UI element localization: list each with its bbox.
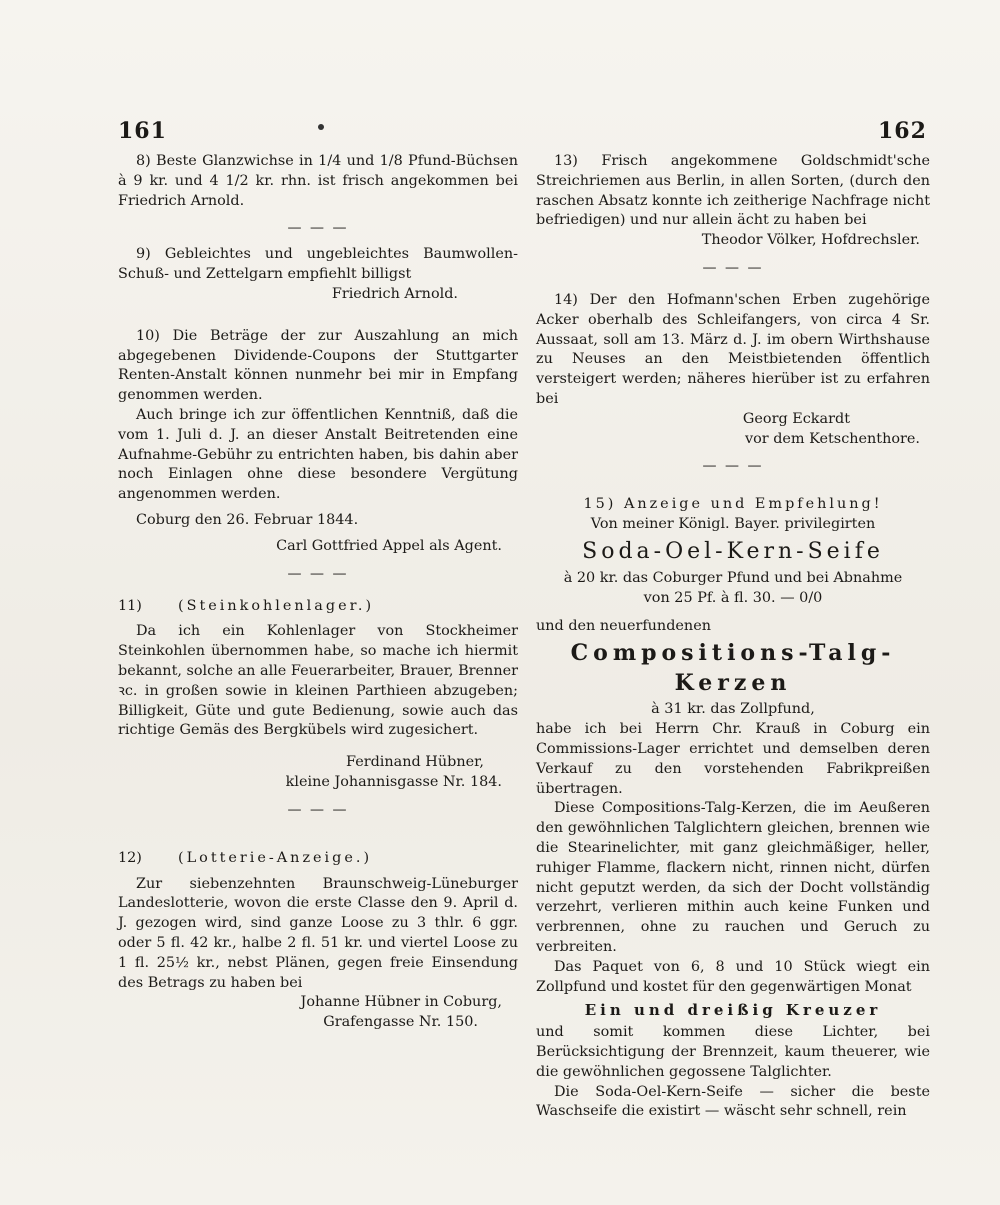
notice-15-subheading: Von meiner Königl. Bayer. privilegirten	[590, 516, 876, 533]
notice-12-signature-name: Johanne Hübner in Coburg,	[300, 994, 502, 1011]
notice-15-price-1b: von 25 Pf. à fl. 30. — 0/0	[643, 589, 823, 606]
notice-13-text: 13) Frisch angekommene Goldschmidt'sche Streichriemen aus Berlin, in allen Sorten, (durch den raschen Absatz konnte ich zeitherige Nachfrage nicht befriedigen) und nur allein ächt zu haben bei	[536, 153, 930, 229]
notice-15-text-2: Diese Compositions-Talg-Kerzen, die im Aeußeren den gewöhnlichen Talglichtern gleichen, brennen wie die Stearinelichter, mit ganz gleichmäßiger, heller, ruhiger Flamme, flackern nicht, rinnen nicht, dürfen nicht geputzt werden, da sich der Docht vollständig verzehrt, verlieren mithin auch keine Funken und verbrennen, ohne zu rauchen und Geruch zu verbreiten.	[536, 800, 930, 955]
notice-15-text-1: habe ich bei Herrn Chr. Krauß in Coburg ein Commissions-Lager errichtet und demselben deren Verkauf zu den vorstehenden Fabrikpreißen übertragen.	[536, 721, 930, 797]
notice-8-text: 8) Beste Glanzwichse in 1/4 und 1/8 Pfund-Büchsen à 9 kr. und 4 1/2 kr. rhn. ist frisch angekommen bei Friedrich Arnold.	[118, 153, 518, 209]
notice-11-signature-address: kleine Johannisgasse Nr. 184.	[285, 773, 502, 790]
notice-14-signature-name: Georg Eckardt	[742, 410, 850, 427]
notice-15-heading: 15) Anzeige und Empfehlung!	[583, 496, 883, 513]
notice-15-price-2: à 31 kr. das Zollpfund,	[651, 701, 815, 718]
ink-dot	[318, 124, 324, 130]
separator: — — —	[287, 565, 349, 582]
right-column	[536, 152, 930, 1122]
notice-11-heading	[118, 597, 518, 617]
notice-13-signature: Theodor Völker, Hofdrechsler.	[701, 232, 920, 249]
notice-15-product-candles: Compositions-Talg-Kerzen	[570, 640, 896, 697]
separator: — — —	[287, 220, 349, 237]
notice-11-title: (Steinkohlenlager.)	[178, 597, 375, 614]
notice-15-product-soap: Soda-Oel-Kern-Seife	[582, 538, 884, 564]
notice-11-text: Da ich ein Kohlenlager von Stockheimer Steinkohlen übernommen habe, so mache ich hiermit bekannt, solche an alle Feuerarbeiter, Brauer, Brenner ꝛc. in großen sowie in kleinen Parthieen abzugeben; Billigkeit, Güte und gute Bedienung, sowie auch das richtige Gemäs des Bergkübels wird zugesichert.	[118, 623, 518, 739]
notice-11-signature-name: Ferdinand Hübner,	[346, 754, 484, 771]
notice-9-text: 9) Gebleichtes und ungebleichtes Baumwollen-Schuß- und Zettelgarn empfiehlt billigst	[118, 246, 518, 283]
notice-12-signature-address: Grafengasse Nr. 150.	[323, 1014, 478, 1031]
notice-15-connector: und den neuerfundenen	[536, 617, 711, 634]
separator: — — —	[702, 458, 764, 475]
notice-15-text-4: und somit kommen diese Lichter, bei Berücksichtigung der Brennzeit, kaum theuerer, wie die gewöhnlichen gegossene Talglichter.	[536, 1024, 930, 1080]
notice-10-date: Coburg den 26. Februar 1844.	[136, 511, 359, 528]
notice-15-text-3: Das Paquet von 6, 8 und 10 Stück wiegt ein Zollpfund und kostet für den gegenwärtigen Monat	[536, 958, 930, 995]
notice-9-signature: Friedrich Arnold.	[331, 285, 458, 302]
notice-14-text: 14) Der den Hofmann'schen Erben zugehörige Acker oberhalb des Schleifangers, von circa 4 Sr. Aussaat, soll am 13. März d. J. im obern Wirthshause zu Neuses an den Meistbietenden öffentlich versteigert werden; näheres hierüber ist zu erfahren bei	[536, 291, 930, 407]
notice-12-title: (Lotterie-Anzeige.)	[178, 849, 373, 866]
notice-14-signature-address: vor dem Ketschenthore.	[744, 430, 920, 447]
page-number-right: 162	[878, 118, 927, 144]
notice-12-text: Zur siebenzehnten Braunschweig-Lüneburger Landeslotterie, wovon die erste Classe den 9. April d. J. gezogen wird, sind ganze Loose zu 3 thlr. 6 ggr. oder 5 fl. 42 kr., halbe 2 fl. 51 kr. und viertel Loose zu 1 fl. 25½ kr., nebst Plänen, gegen freie Einsendung des Betrags zu haben bei	[118, 875, 518, 991]
page-number-left: 161	[118, 118, 167, 144]
notice-15-price-1: à 20 kr. das Coburger Pfund und bei Abnahme	[563, 569, 903, 586]
notice-12-number: 12)	[118, 849, 142, 866]
notice-11-number: 11)	[118, 597, 142, 614]
left-column	[118, 152, 518, 1033]
notice-15-price-words: Ein und dreißig Kreuzer	[584, 1001, 882, 1020]
notice-10-text-2: Auch bringe ich zur öffentlichen Kenntniß, daß die vom 1. Juli d. J. an dieser Anstalt Beitretenden eine Aufnahme-Gebühr zu entrichten haben, bis dahin aber noch Einlagen ohne diese besondere Vergütung angenommen werden.	[118, 406, 518, 503]
notice-12-heading	[118, 849, 518, 869]
notice-10-signature: Carl Gottfried Appel als Agent.	[276, 537, 502, 554]
separator: — — —	[702, 259, 764, 276]
notice-15-text-5: Die Soda-Oel-Kern-Seife — sicher die beste Waschseife die existirt — wäscht sehr schnell, rein	[536, 1083, 930, 1120]
notice-10-text: 10) Die Beträge der zur Auszahlung an mich abgegebenen Dividende-Coupons der Stuttgarter Renten-Anstalt können nunmehr bei mir in Empfang genommen werden.	[118, 327, 518, 404]
separator: — — —	[287, 801, 349, 818]
